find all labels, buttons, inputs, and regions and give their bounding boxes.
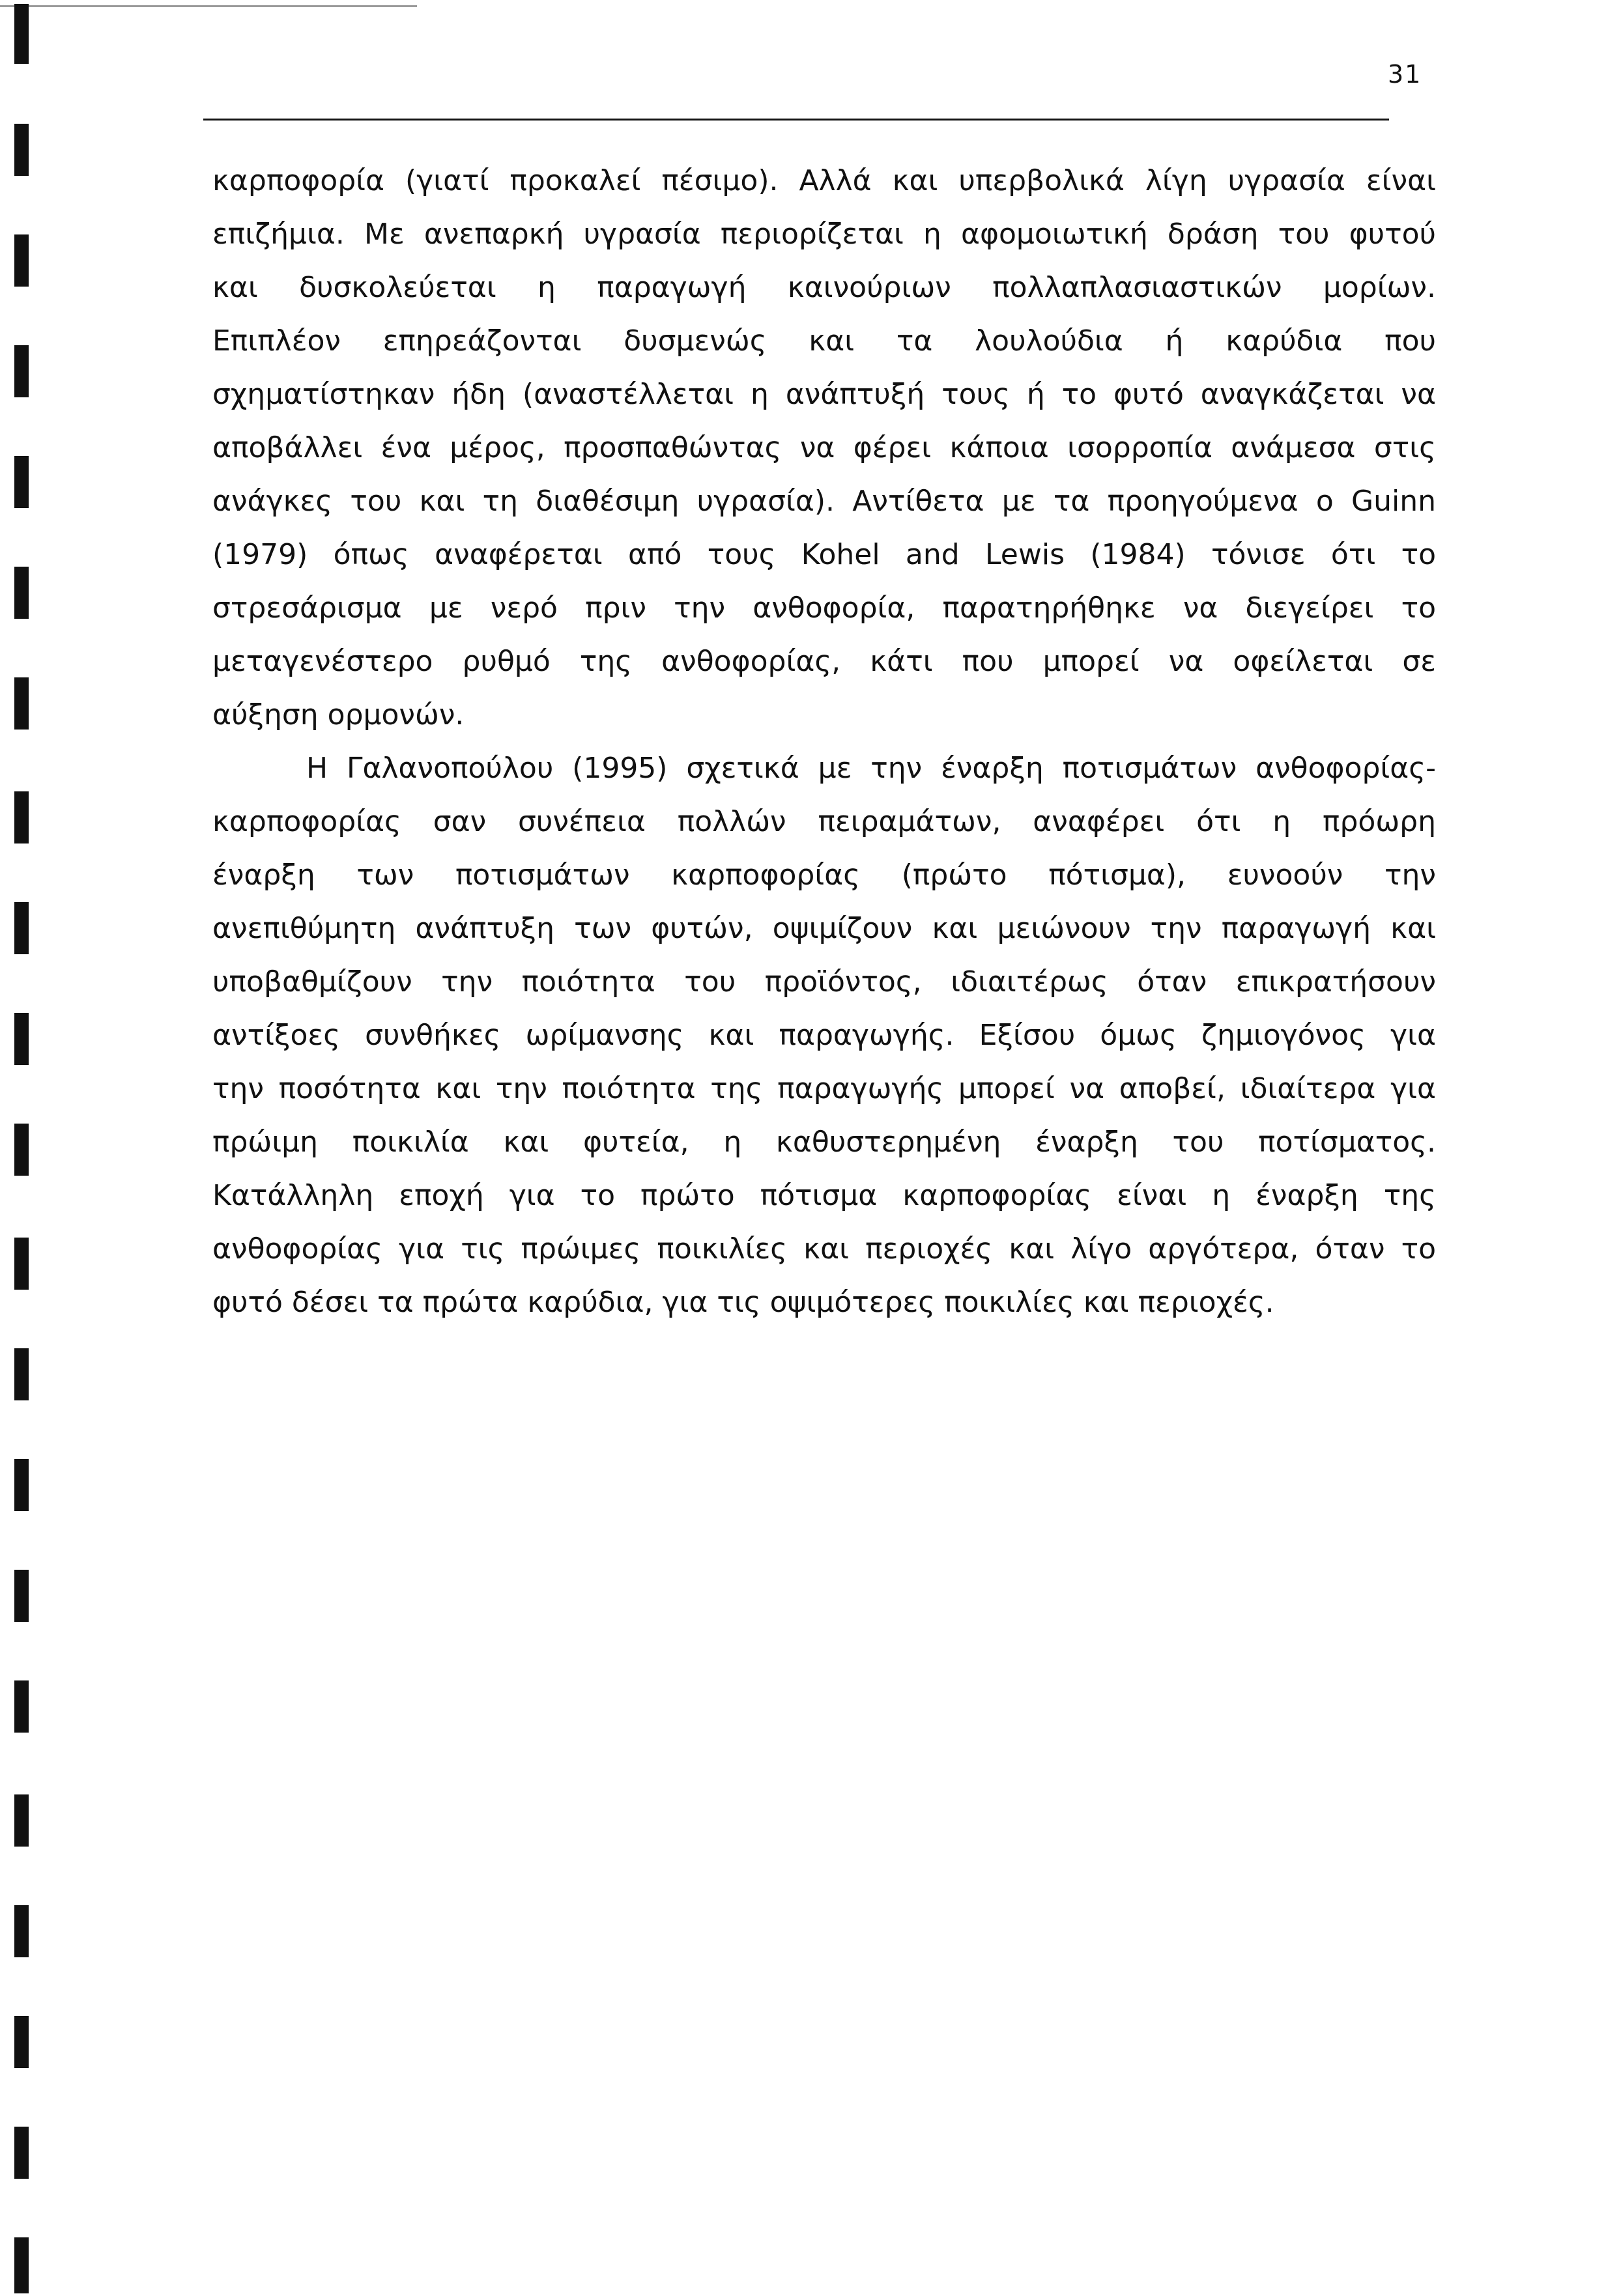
binding-mark — [14, 1905, 29, 1957]
text-line: Κατάλληλη εποχή για το πρώτο πότισμα καρποφορίας είναι η έναρξη της — [212, 1179, 1436, 1212]
binding-mark — [14, 124, 29, 176]
text-line: υποβαθμίζουν την ποιότητα του προϊόντος, ιδιαιτέρως όταν επικρατήσουν — [212, 965, 1436, 999]
text-line: καρποφορίας σαν συνέπεια πολλών πειραμάτων, αναφέρει ότι η πρόωρη — [212, 805, 1436, 838]
binding-mark — [14, 677, 29, 730]
text-line: (1979) όπως αναφέρεται από τους Kohel and Lewis (1984) τόνισε ότι το — [212, 538, 1436, 571]
binding-mark — [14, 345, 29, 397]
text-line: στρεσάρισμα με νερό πριν την ανθοφορία, παρατηρήθηκε να διεγείρει το — [212, 591, 1436, 625]
text-line: επιζήμια. Με ανεπαρκή υγρασία περιορίζεται η αφομοιωτική δράση του φυτού — [212, 218, 1436, 251]
text-line: ανθοφορίας για τις πρώιμες ποικιλίες και περιοχές και λίγο αργότερα, όταν το — [212, 1232, 1436, 1266]
binding-mark — [14, 791, 29, 843]
text-line: αντίξοες συνθήκες ωρίμανσης και παραγωγής. Εξίσου όμως ζημιογόνος για — [212, 1019, 1436, 1052]
text-line: πρώιμη ποικιλία και φυτεία, η καθυστερημένη έναρξη του ποτίσματος. — [212, 1126, 1436, 1159]
binding-mark — [14, 4, 29, 64]
binding-mark — [14, 1348, 29, 1400]
binding-mark — [14, 1013, 29, 1065]
text-line: και δυσκολεύεται η παραγωγή καινούριων πολλαπλασιαστικών μορίων. — [212, 271, 1436, 304]
binding-mark — [14, 1238, 29, 1290]
binding-mark — [14, 1459, 29, 1511]
text-line: Επιπλέον επηρεάζονται δυσμενώς και τα λουλούδια ή καρύδια που — [212, 324, 1436, 358]
binding-mark — [14, 1570, 29, 1622]
text-line: Η Γαλανοπούλου (1995) σχετικά με την έναρξη ποτισμάτων ανθοφορίας- — [306, 752, 1436, 785]
text-line: αύξηση ορμονών. — [212, 698, 465, 731]
binding-mark — [14, 2237, 29, 2293]
binding-mark — [14, 234, 29, 287]
binding-mark — [14, 567, 29, 619]
text-line: ανάγκες του και τη διαθέσιμη υγρασία). Αντίθετα με τα προηγούμενα ο Guinn — [212, 485, 1436, 518]
binding-mark — [14, 456, 29, 508]
page-number: 31 — [1388, 60, 1422, 89]
text-line: αποβάλλει ένα μέρος, προσπαθώντας να φέρει κάποια ισορροπία ανάμεσα στις — [212, 431, 1436, 464]
text-line: την ποσότητα και την ποιότητα της παραγωγής μπορεί να αποβεί, ιδιαίτερα για — [212, 1072, 1436, 1105]
binding-mark — [14, 1680, 29, 1733]
binding-mark — [14, 2016, 29, 2068]
scan-top-rule — [0, 5, 417, 7]
text-line: μεταγενέστερο ρυθμό της ανθοφορίας, κάτι που μπορεί να οφείλεται σε — [212, 645, 1436, 678]
text-line: έναρξη των ποτισμάτων καρποφορίας (πρώτο πότισμα), ευνοούν την — [212, 858, 1436, 892]
binding-mark — [14, 1124, 29, 1176]
text-line: ανεπιθύμητη ανάπτυξη των φυτών, οψιμίζουν και μειώνουν την παραγωγή και — [212, 912, 1436, 945]
header-rule — [203, 119, 1389, 120]
text-line: φυτό δέσει τα πρώτα καρύδια, για τις οψιμότερες ποικιλίες και περιοχές. — [212, 1286, 1274, 1319]
binding-mark — [14, 902, 29, 954]
binding-mark — [14, 2127, 29, 2179]
text-line: καρποφορία (γιατί προκαλεί πέσιμο). Αλλά και υπερβολικά λίγη υγρασία είναι — [212, 164, 1436, 197]
binding-mark — [14, 1794, 29, 1847]
text-line: σχηματίστηκαν ήδη (αναστέλλεται η ανάπτυξή τους ή το φυτό αναγκάζεται να — [212, 378, 1436, 411]
